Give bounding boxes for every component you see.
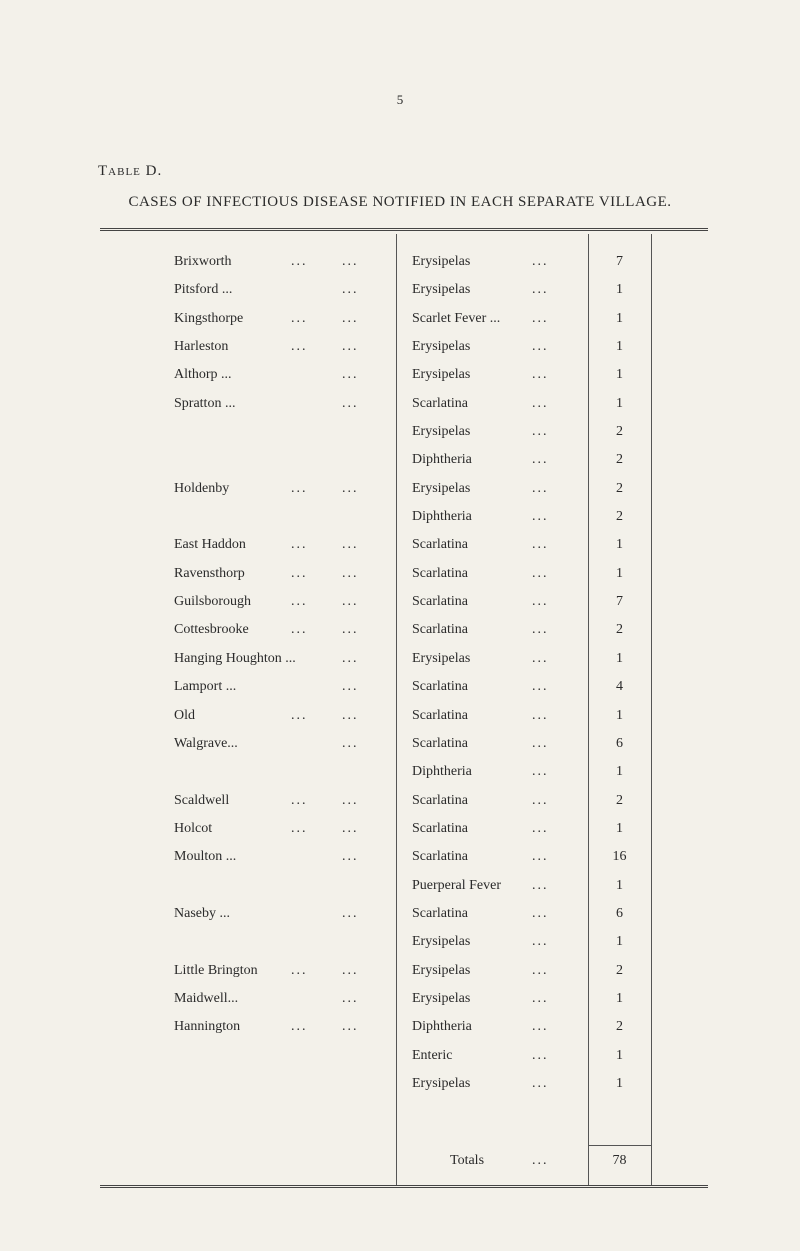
village-leader-dots: ... [342,622,359,638]
case-count: 7 [616,254,623,269]
village-leader-dots: ... [291,962,308,978]
case-count: 1 [616,282,623,298]
village-leader-dots: ... [291,310,308,326]
table-row [0,985,800,1013]
disease-name: Diphtheria [412,452,472,468]
table-row [0,702,800,730]
case-count: 1 [616,820,623,836]
table-row [0,957,800,985]
disease-name: Scarlatina [412,905,468,921]
village-name: Pitsford ... [174,282,233,298]
disease-name: Erysipelas [412,254,471,269]
table-row [0,475,800,503]
village-name: Maidwell... [174,990,239,1006]
disease-leader-dots: ... [532,849,549,865]
village-name: Little Brington [174,962,258,978]
disease-name: Scarlatina [412,707,468,723]
table-row [0,815,800,843]
village-leader-dots: ... [342,792,359,808]
disease-name: Scarlatina [412,820,468,836]
case-count: 1 [616,707,623,723]
totals-value: 78 [612,1153,627,1168]
case-count: 2 [616,480,623,496]
disease-name: Scarlatina [412,679,468,695]
village-leader-dots: ... [291,792,308,808]
table-row [0,390,800,418]
village-leader-dots: ... [291,1019,308,1035]
village-name: Hanging Houghton ... [174,650,296,666]
disease-name: Puerperal Fever [412,877,502,893]
table-row [0,787,800,815]
table-row [0,645,800,673]
village-name: Brixworth [174,254,232,269]
case-count: 2 [616,452,623,468]
disease-name: Erysipelas [412,1075,471,1091]
case-count: 1 [616,367,623,383]
disease-name: Erysipelas [412,650,471,666]
disease-leader-dots: ... [532,395,549,411]
disease-name: Enteric [412,1047,453,1063]
village-name: Althorp ... [174,367,232,383]
table-top-rule [100,228,708,231]
village-name: Naseby ... [174,905,230,921]
case-count: 2 [616,962,623,978]
village-leader-dots: ... [342,367,359,383]
disease-leader-dots: ... [532,254,549,269]
village-name: Guilsborough [174,594,251,610]
disease-name: Scarlatina [412,395,468,411]
village-name: Harleston [174,339,229,355]
case-count: 1 [616,339,623,355]
case-count: 1 [616,1047,623,1063]
disease-leader-dots: ... [532,735,549,751]
totals-leader-dots: ... [532,1153,549,1168]
table-row [0,730,800,758]
village-name: Holcot [174,820,213,836]
page-number: 5 [396,92,404,107]
disease-name: Scarlatina [412,565,468,581]
village-leader-dots: ... [342,707,359,723]
village-leader-dots: ... [291,820,308,836]
village-leader-dots: ... [291,707,308,723]
disease-leader-dots: ... [532,622,549,638]
village-name: Walgrave... [174,735,238,751]
village-name: Holdenby [174,480,230,496]
disease-name: Erysipelas [412,934,471,950]
case-count: 1 [616,877,623,893]
village-leader-dots: ... [342,650,359,666]
disease-leader-dots: ... [532,820,549,836]
table-row [0,276,800,304]
village-leader-dots: ... [291,622,308,638]
village-name: Ravensthorp [174,565,245,581]
table-row [0,1013,800,1041]
disease-leader-dots: ... [532,990,549,1006]
village-leader-dots: ... [342,735,359,751]
case-count: 1 [616,990,623,1006]
table-row [0,673,800,701]
village-leader-dots: ... [291,537,308,553]
case-count: 1 [616,650,623,666]
table-row [0,531,800,559]
case-count: 2 [616,622,623,638]
village-leader-dots: ... [291,565,308,581]
table-row [0,928,800,956]
village-leader-dots: ... [342,820,359,836]
table-row [0,333,800,361]
village-leader-dots: ... [342,339,359,355]
village-leader-dots: ... [342,480,359,496]
village-leader-dots: ... [342,849,359,865]
disease-leader-dots: ... [532,594,549,610]
disease-name: Erysipelas [412,339,471,355]
table-row [0,1070,800,1098]
disease-leader-dots: ... [532,424,549,440]
village-leader-dots: ... [342,395,359,411]
village-leader-dots: ... [342,254,359,269]
village-name: Hannington [174,1019,241,1035]
disease-name: Scarlet Fever ... [412,310,501,326]
disease-leader-dots: ... [532,565,549,581]
case-count: 1 [616,310,623,326]
village-leader-dots: ... [342,594,359,610]
disease-leader-dots: ... [532,707,549,723]
table-row [0,758,800,786]
disease-leader-dots: ... [532,934,549,950]
village-leader-dots: ... [342,679,359,695]
village-name: Lamport ... [174,679,237,695]
disease-leader-dots: ... [532,679,549,695]
disease-name: Scarlatina [412,849,468,865]
case-count: 1 [616,537,623,553]
table-row [0,305,800,333]
village-name: Cottesbrooke [174,622,249,638]
disease-name: Erysipelas [412,480,471,496]
disease-name: Erysipelas [412,424,471,440]
disease-name: Diphtheria [412,509,472,525]
disease-name: Scarlatina [412,537,468,553]
village-leader-dots: ... [342,537,359,553]
table-row [0,1042,800,1070]
village-leader-dots: ... [342,310,359,326]
case-count: 2 [616,424,623,440]
table-row [0,616,800,644]
case-count: 2 [616,509,623,525]
case-count: 1 [616,395,623,411]
table-row [0,361,800,389]
disease-name: Scarlatina [412,622,468,638]
disease-leader-dots: ... [532,480,549,496]
table-row [0,588,800,616]
disease-leader-dots: ... [532,310,549,326]
village-name: Spratton ... [174,395,236,411]
disease-leader-dots: ... [532,1075,549,1091]
case-count: 1 [616,1075,623,1091]
disease-leader-dots: ... [532,905,549,921]
disease-leader-dots: ... [532,1047,549,1063]
case-count: 1 [616,934,623,950]
village-leader-dots: ... [291,594,308,610]
disease-name: Erysipelas [412,990,471,1006]
disease-leader-dots: ... [532,1019,549,1035]
table-row [0,872,800,900]
disease-name: Erysipelas [412,962,471,978]
disease-name: Scarlatina [412,792,468,808]
disease-name: Diphtheria [412,1019,472,1035]
disease-leader-dots: ... [532,452,549,468]
village-leader-dots: ... [342,1019,359,1035]
disease-leader-dots: ... [532,509,549,525]
table-caption: CASES OF INFECTIOUS DISEASE NOTIFIED IN EACH SEPARATE VILLAGE. [128,194,672,210]
disease-leader-dots: ... [532,339,549,355]
disease-name: Scarlatina [412,735,468,751]
disease-name: Scarlatina [412,594,468,610]
case-count: 4 [616,679,623,695]
village-leader-dots: ... [342,962,359,978]
village-name: Old [174,707,195,723]
case-count: 6 [616,905,623,921]
village-name: Scaldwell [174,792,230,808]
table-row [0,446,800,474]
village-name: Kingsthorpe [174,310,244,326]
table-label: Table D. [98,163,163,179]
village-name: East Haddon [174,537,246,553]
table-row [0,843,800,871]
disease-leader-dots: ... [532,877,549,893]
case-count: 7 [616,594,623,610]
table-bottom-rule [100,1185,708,1188]
totals-rule [588,1145,651,1146]
totals-label: Totals [450,1153,485,1168]
disease-leader-dots: ... [532,537,549,553]
village-leader-dots: ... [342,565,359,581]
disease-name: Erysipelas [412,367,471,383]
case-count: 2 [616,792,623,808]
table-row [0,900,800,928]
table-body [0,248,800,1098]
village-leader-dots: ... [342,282,359,298]
table-row [0,418,800,446]
table-row [0,560,800,588]
table-row [0,503,800,531]
case-count: 16 [612,849,627,865]
case-count: 1 [616,565,623,581]
disease-leader-dots: ... [532,962,549,978]
case-count: 2 [616,1019,623,1035]
disease-leader-dots: ... [532,792,549,808]
village-name: Moulton ... [174,849,237,865]
village-leader-dots: ... [291,480,308,496]
disease-leader-dots: ... [532,650,549,666]
village-leader-dots: ... [291,254,308,269]
case-count: 6 [616,735,623,751]
disease-leader-dots: ... [532,367,549,383]
disease-leader-dots: ... [532,282,549,298]
village-leader-dots: ... [342,905,359,921]
case-count: 1 [616,764,623,780]
disease-name: Diphtheria [412,764,472,780]
disease-leader-dots: ... [532,764,549,780]
table-row [0,248,800,276]
village-leader-dots: ... [291,339,308,355]
village-leader-dots: ... [342,990,359,1006]
disease-name: Erysipelas [412,282,471,298]
